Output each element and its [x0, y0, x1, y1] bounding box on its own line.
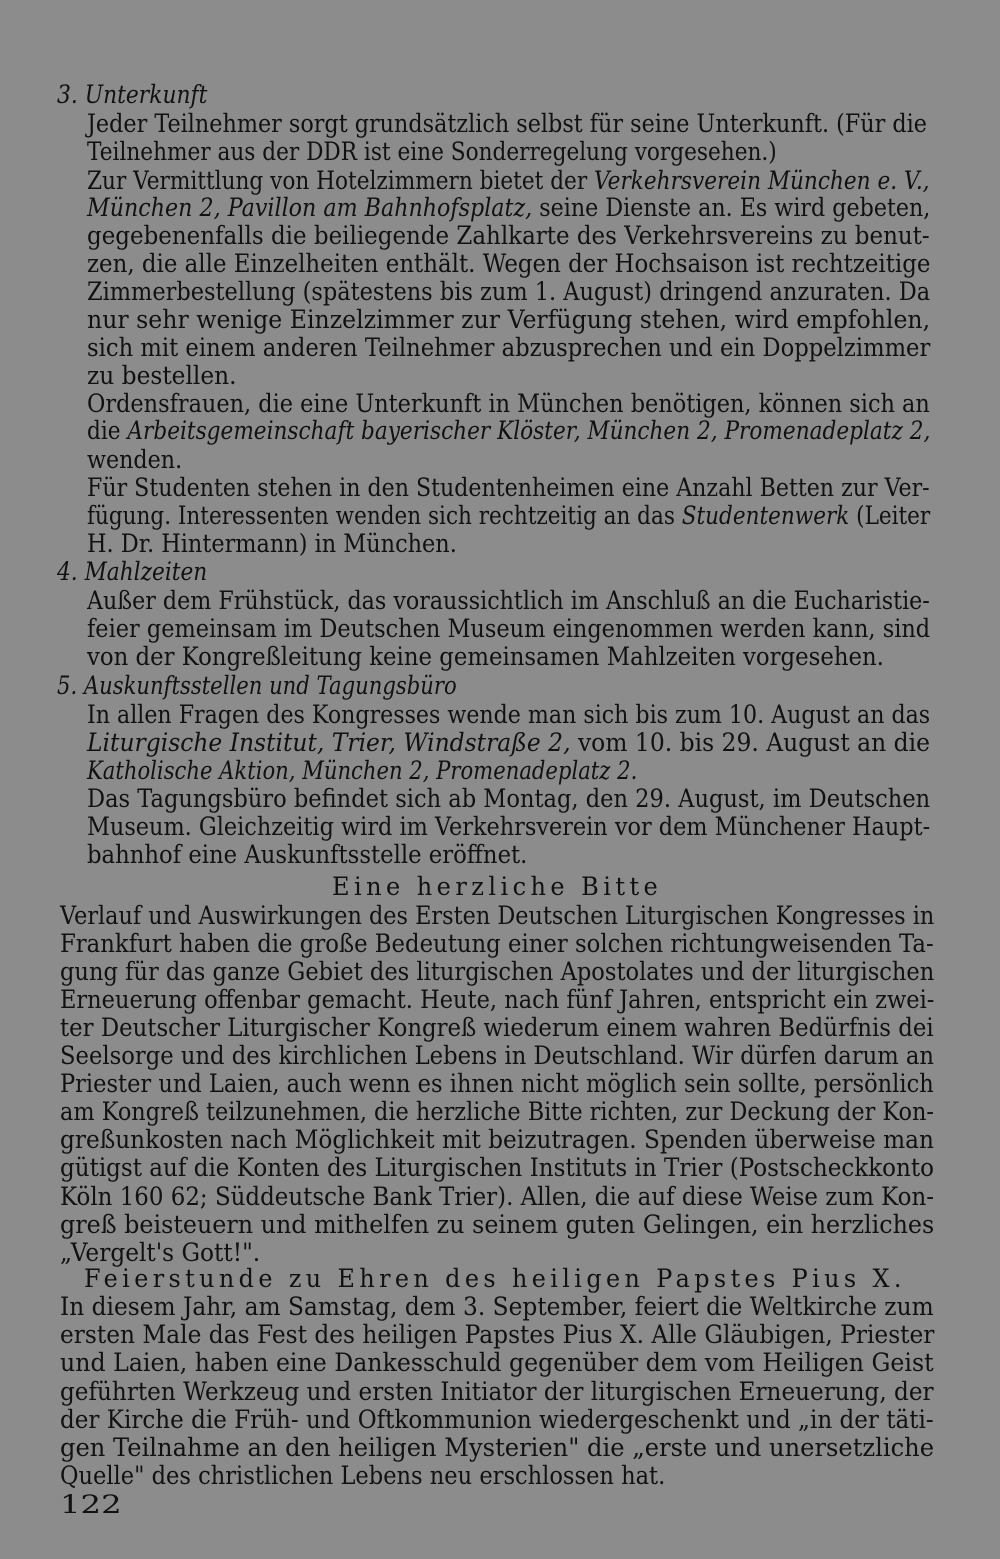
- paragraph-line: [60, 1349, 934, 1377]
- paragraph-line: [87, 701, 930, 729]
- text-run: am Kongreß teilzunehmen, die herzliche Bitte richten, zur Deckung der Kon-: [60, 1097, 935, 1127]
- section-heading: 5. Auskunftsstellen und Tagungsbüro: [57, 671, 457, 700]
- text-run: Frankfurt haben die große Bedeutung einer solchen richtungweisenden Ta-: [60, 929, 934, 959]
- paragraph-line: [60, 1293, 934, 1321]
- text-run: geführten Werkzeug und ersten Initiator der liturgischen Erneuerung, der: [60, 1376, 934, 1406]
- text-run: Zimmerbestellung (spätestens bis zum 1. August) dringend anzuraten. Da: [87, 277, 931, 306]
- paragraph-line: [87, 587, 930, 615]
- italic-run: Liturgische Institut, Trier, Windstraße 2,: [87, 728, 571, 757]
- text-run: gung für das ganze Gebiet des liturgischen Apostolates und der liturgischen: [60, 957, 935, 987]
- paragraph-line: [87, 643, 884, 671]
- text-run: gütigst auf die Konten des Liturgischen Instituts in Trier (Postscheckkonto: [60, 1153, 934, 1183]
- paragraph-line: [87, 306, 930, 334]
- paragraph-line: [60, 902, 934, 930]
- text-run: zen, die alle Einzelheiten enthält. Wegen der Hochsaison ist rechtzeitige: [87, 249, 931, 278]
- text-run: greß beisteuern und mithelfen zu seinem guten Gelingen, ein herzliches: [60, 1209, 935, 1239]
- paragraph-line: [60, 986, 934, 1014]
- paragraph-line: [60, 958, 934, 986]
- paragraph-line: [87, 138, 777, 166]
- text-run: wenden.: [87, 445, 183, 474]
- text-run: ersten Male das Fest des heiligen Papstes Pius X. Alle Gläubigen, Priester: [60, 1320, 935, 1350]
- paragraph-line: [87, 250, 930, 278]
- paragraph-line: [87, 729, 930, 757]
- text-run: H. Dr. Hintermann) in München.: [87, 529, 457, 558]
- paragraph-line: [60, 1239, 260, 1267]
- paragraph-line: [87, 278, 930, 306]
- paragraph-line: [87, 615, 930, 643]
- text-run: Erneuerung offenbar gemacht. Heute, nach fünf Jahren, entspricht ein zwei-: [60, 985, 935, 1015]
- paragraph-line: [60, 1211, 934, 1239]
- text-run: In allen Fragen des Kongresses wende man sich bis zum 10. August an das: [87, 700, 931, 729]
- text-run: nur sehr wenige Einzelzimmer zur Verfügung stehen, wird empfohlen,: [87, 305, 931, 334]
- section-heading: 3. Unterkunft: [57, 80, 208, 109]
- paragraph-line: [87, 446, 182, 474]
- section-heading: 4. Mahlzeiten: [57, 557, 208, 586]
- paragraph-line: [87, 334, 930, 362]
- text-run: seine Dienste an. Es wird gebeten,: [532, 193, 931, 222]
- paragraph-line: [87, 194, 930, 222]
- paragraph-line: [87, 110, 927, 138]
- text-run: greßunkosten nach Möglichkeit mit beizutragen. Spenden überweise man: [60, 1125, 934, 1155]
- paragraph-line: [87, 757, 637, 785]
- text-run: bahnhof eine Auskunftsstelle eröffnet.: [87, 840, 528, 869]
- text-run: Verlauf und Auswirkungen des Ersten Deutschen Liturgischen Kongresses in: [60, 901, 935, 930]
- paragraph-line: [60, 1378, 934, 1406]
- text-run: der Kirche die Früh- und Oftkommunion wiedergeschenkt und „in der täti-: [60, 1404, 934, 1434]
- paragraph-line: [60, 1406, 934, 1434]
- text-run: Ordensfrauen, die eine Unterkunft in München benötigen, können sich an: [87, 389, 930, 418]
- section-title: Eine herzliche Bitte: [332, 872, 663, 901]
- text-run: zu bestellen.: [87, 361, 237, 390]
- text-run: fügung. Interessenten wenden sich rechtzeitig an das: [87, 501, 682, 530]
- paragraph-line: [60, 1434, 934, 1462]
- text-run: (Leiter: [849, 501, 931, 530]
- text-run: ter Deutscher Liturgischer Kongreß wiederum einem wahren Bedürfnis dei: [60, 1013, 934, 1043]
- text-run: Priester und Laien, auch wenn es ihnen nicht möglich sein sollte, persönlich: [60, 1069, 934, 1099]
- paragraph-line: [60, 1183, 934, 1211]
- paragraph-line: [60, 1098, 934, 1126]
- text-run: Köln 160 62; Süddeutsche Bank Trier). Allen, die auf diese Weise zum Kon-: [60, 1181, 934, 1211]
- text-run: Seelsorge und des kirchlichen Lebens in Deutschland. Wir dürfen darum an: [60, 1041, 935, 1071]
- paragraph-line: [87, 417, 930, 445]
- paragraph-line: [60, 1154, 934, 1182]
- text-run: vom 10. bis 29. August an die: [570, 728, 930, 757]
- paragraph-line: [87, 530, 457, 558]
- paragraph-line: [60, 1070, 934, 1098]
- paragraph-line: [60, 1014, 934, 1042]
- paragraph-line: [60, 1126, 934, 1154]
- text-run: Jeder Teilnehmer sorgt grundsätzlich selbst für seine Unterkunft. (Für die: [87, 109, 927, 138]
- section-title: Feierstunde zu Ehren des heiligen Papstes Pius X.: [84, 1264, 906, 1293]
- text-run: sich mit einem anderen Teilnehmer abzusprechen und ein Doppelzimmer: [87, 333, 931, 362]
- text-run: Museum. Gleichzeitig wird im Verkehrsverein vor dem Münchener Haupt-: [87, 812, 931, 841]
- text-run: von der Kongreßleitung keine gemeinsamen Mahlzeiten vorgesehen.: [87, 642, 884, 671]
- paragraph-line: [87, 502, 930, 530]
- text-run: gegebenenfalls die beiliegende Zahlkarte des Verkehrsvereins zu benut-: [87, 221, 930, 250]
- paragraph-line: [87, 222, 930, 250]
- italic-run: Studentenwerk: [681, 501, 850, 530]
- paragraph-line: [60, 1042, 934, 1070]
- text-run: gen Teilnahme an den heiligen Mysterien" die „erste und unersetzliche: [60, 1433, 935, 1462]
- text-run: „Vergelt's Gott!".: [60, 1237, 261, 1267]
- text-run: Das Tagungsbüro befindet sich ab Montag, den 29. August, im Deutschen: [87, 784, 931, 813]
- italic-run: Katholische Aktion, München 2, Promenadeplatz 2.: [87, 756, 638, 785]
- text-run: und Laien, haben eine Dankesschuld gegenüber dem vom Heiligen Geist: [60, 1348, 934, 1378]
- paragraph-line: [60, 1462, 665, 1490]
- text-run: Quelle" des christlichen Lebens neu erschlossen hat.: [60, 1461, 666, 1491]
- paragraph-line: [87, 362, 237, 390]
- italic-run: Arbeitsgemeinschaft bayerischer Klöster, München 2, Promenadeplatz 2,: [127, 416, 931, 445]
- text-run: Zur Vermittlung von Hotelzimmern bietet der: [87, 166, 595, 195]
- paragraph-line: [60, 1321, 934, 1349]
- text-run: Für Studenten stehen in den Studentenheimen eine Anzahl Betten zur Ver-: [87, 473, 930, 502]
- italic-run: Verkehrsverein München e. V.,: [594, 166, 930, 195]
- paragraph-line: [87, 813, 930, 841]
- text-run: In diesem Jahr, am Samstag, dem 3. September, feiert die Weltkirche zum: [60, 1292, 934, 1321]
- italic-run: München 2, Pavillon am Bahnhofsplatz,: [87, 193, 533, 222]
- text-run: die: [87, 416, 128, 445]
- paragraph-line: [87, 785, 930, 813]
- text-run: Außer dem Frühstück, das voraussichtlich im Anschluß an die Eucharistie-: [87, 586, 930, 615]
- page-number: 122: [60, 1490, 122, 1519]
- paragraph-line: [87, 474, 930, 502]
- paragraph-line: [60, 930, 934, 958]
- text-run: feier gemeinsam im Deutschen Museum eingenommen werden kann, sind: [87, 614, 931, 643]
- text-run: Teilnehmer aus der DDR ist eine Sonderregelung vorgesehen.): [87, 137, 777, 166]
- paragraph-line: [87, 167, 930, 195]
- paragraph-line: [87, 390, 930, 418]
- paragraph-line: [87, 841, 527, 869]
